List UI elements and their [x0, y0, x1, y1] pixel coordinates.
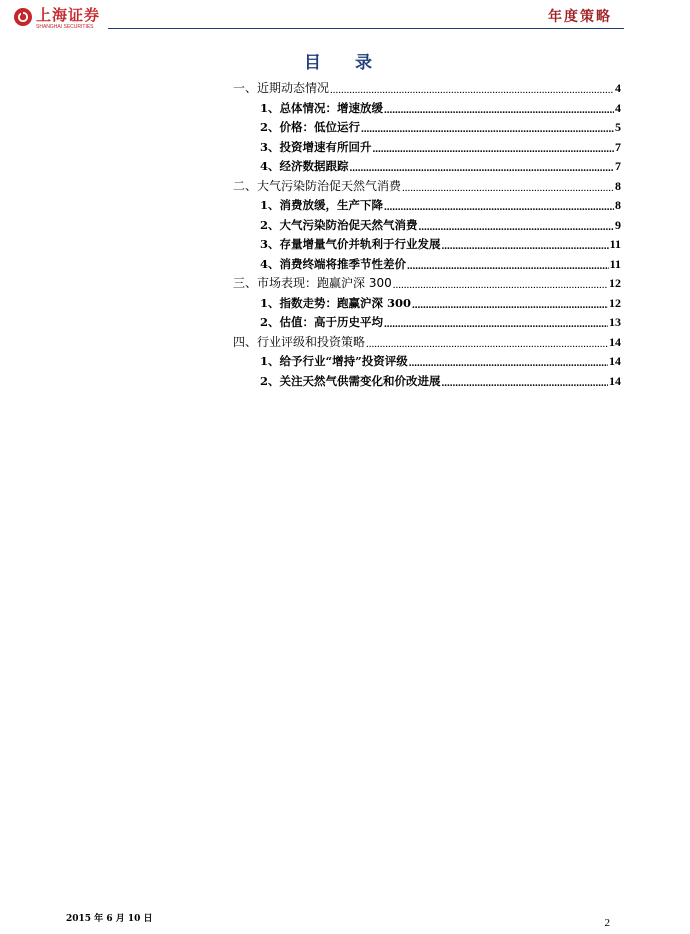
toc-entry-label: 四、行业评级和投资策略 — [233, 334, 366, 349]
toc-leader-dots — [384, 201, 614, 213]
toc-entry-page: 12 — [609, 276, 621, 290]
toc-entry-page: 7 — [615, 139, 621, 154]
logo-emblem-icon — [14, 8, 32, 26]
toc-leader-dots — [402, 182, 614, 194]
toc-title: 目 录 — [304, 53, 386, 73]
toc-entry-label: 1、给予行业“增持”投资评级 — [260, 354, 408, 368]
toc-leader-dots — [412, 299, 608, 311]
toc-leader-dots — [419, 221, 614, 233]
toc-entry-label: 4、消费终端将推季节性差价 — [260, 256, 407, 271]
toc-entry-page: 11 — [609, 237, 621, 251]
toc-leader-dots — [361, 123, 614, 135]
toc-entry-label: 1、总体情况：增速放缓 — [260, 100, 384, 115]
toc-entry-label: 1、消费放缓，生产下降 — [260, 198, 384, 212]
toc-entry-label: 2、关注天然气供需变化和价改进展 — [260, 373, 441, 388]
toc-entry-page: 8 — [615, 198, 621, 212]
toc-leader-dots — [350, 162, 614, 174]
toc-entry-page: 11 — [609, 256, 621, 271]
toc-leader-dots — [384, 318, 608, 330]
toc-entry[interactable] — [233, 196, 621, 216]
toc-entry-page: 12 — [609, 295, 621, 310]
toc-entry[interactable] — [233, 294, 621, 314]
toc-entry[interactable] — [233, 333, 621, 353]
toc-entry-label: 3、存量增量气价并轨利于行业发展 — [260, 237, 441, 251]
toc-leader-dots — [442, 377, 609, 389]
header-divider — [108, 28, 624, 29]
toc-leader-dots — [330, 84, 614, 96]
toc-leader-dots — [384, 104, 614, 116]
toc-entry[interactable] — [233, 99, 621, 119]
toc-entry-page: 13 — [609, 315, 621, 329]
toc-entry-label: 3、投资增速有所回升 — [260, 139, 372, 154]
toc-leader-dots — [409, 357, 608, 369]
toc-entry[interactable] — [233, 255, 621, 275]
toc-entry-label: 2、大气污染防治促天然气消费 — [260, 217, 418, 232]
toc-entry-label: 4、经济数据跟踪 — [260, 159, 349, 173]
toc-entry-page: 9 — [615, 217, 621, 232]
toc-entry-page: 8 — [615, 178, 621, 193]
toc-entry[interactable] — [233, 79, 621, 99]
toc-entry-page: 4 — [615, 81, 621, 95]
toc-entry-label: 一、近期动态情况 — [233, 81, 330, 95]
company-logo — [14, 6, 114, 30]
toc-leader-dots — [442, 240, 609, 252]
table-of-contents — [233, 79, 621, 391]
toc-leader-dots — [373, 143, 614, 155]
toc-entry[interactable] — [233, 372, 621, 392]
toc-entry[interactable] — [233, 138, 621, 158]
toc-entry[interactable] — [233, 157, 621, 177]
toc-leader-dots — [407, 260, 609, 272]
toc-entry[interactable] — [233, 274, 621, 294]
page-number: 2 — [604, 917, 610, 929]
toc-entry-page: 7 — [615, 159, 621, 173]
toc-entry-label: 2、估值：高于历史平均 — [260, 315, 384, 329]
toc-entry[interactable] — [233, 313, 621, 333]
report-type: 年度策略 — [548, 9, 612, 25]
toc-entry[interactable] — [233, 177, 621, 197]
logo-text: 上海证券 — [36, 6, 101, 24]
toc-leader-dots — [393, 279, 608, 291]
toc-entry-page: 5 — [615, 120, 621, 134]
toc-entry[interactable] — [233, 118, 621, 138]
toc-entry-label: 1、指数走势：跑赢沪深 300 — [260, 295, 412, 310]
toc-leader-dots — [366, 338, 608, 350]
logo-subtitle: SHANGHAI SECURITIES — [36, 24, 94, 30]
toc-entry[interactable] — [233, 216, 621, 236]
toc-entry-page: 14 — [609, 354, 621, 368]
toc-entry-label: 2、价格：低位运行 — [260, 120, 361, 134]
page-header — [0, 0, 690, 34]
toc-entry-page: 4 — [615, 100, 621, 115]
toc-entry-page: 14 — [609, 334, 621, 349]
toc-entry[interactable] — [233, 235, 621, 255]
toc-entry-page: 14 — [609, 373, 621, 388]
report-date: 2015 年 6 月 10 日 — [66, 914, 153, 924]
toc-entry[interactable] — [233, 352, 621, 372]
toc-entry-label: 三、市场表现：跑赢沪深 300 — [233, 276, 392, 290]
toc-entry-label: 二、大气污染防治促天然气消费 — [233, 178, 402, 193]
